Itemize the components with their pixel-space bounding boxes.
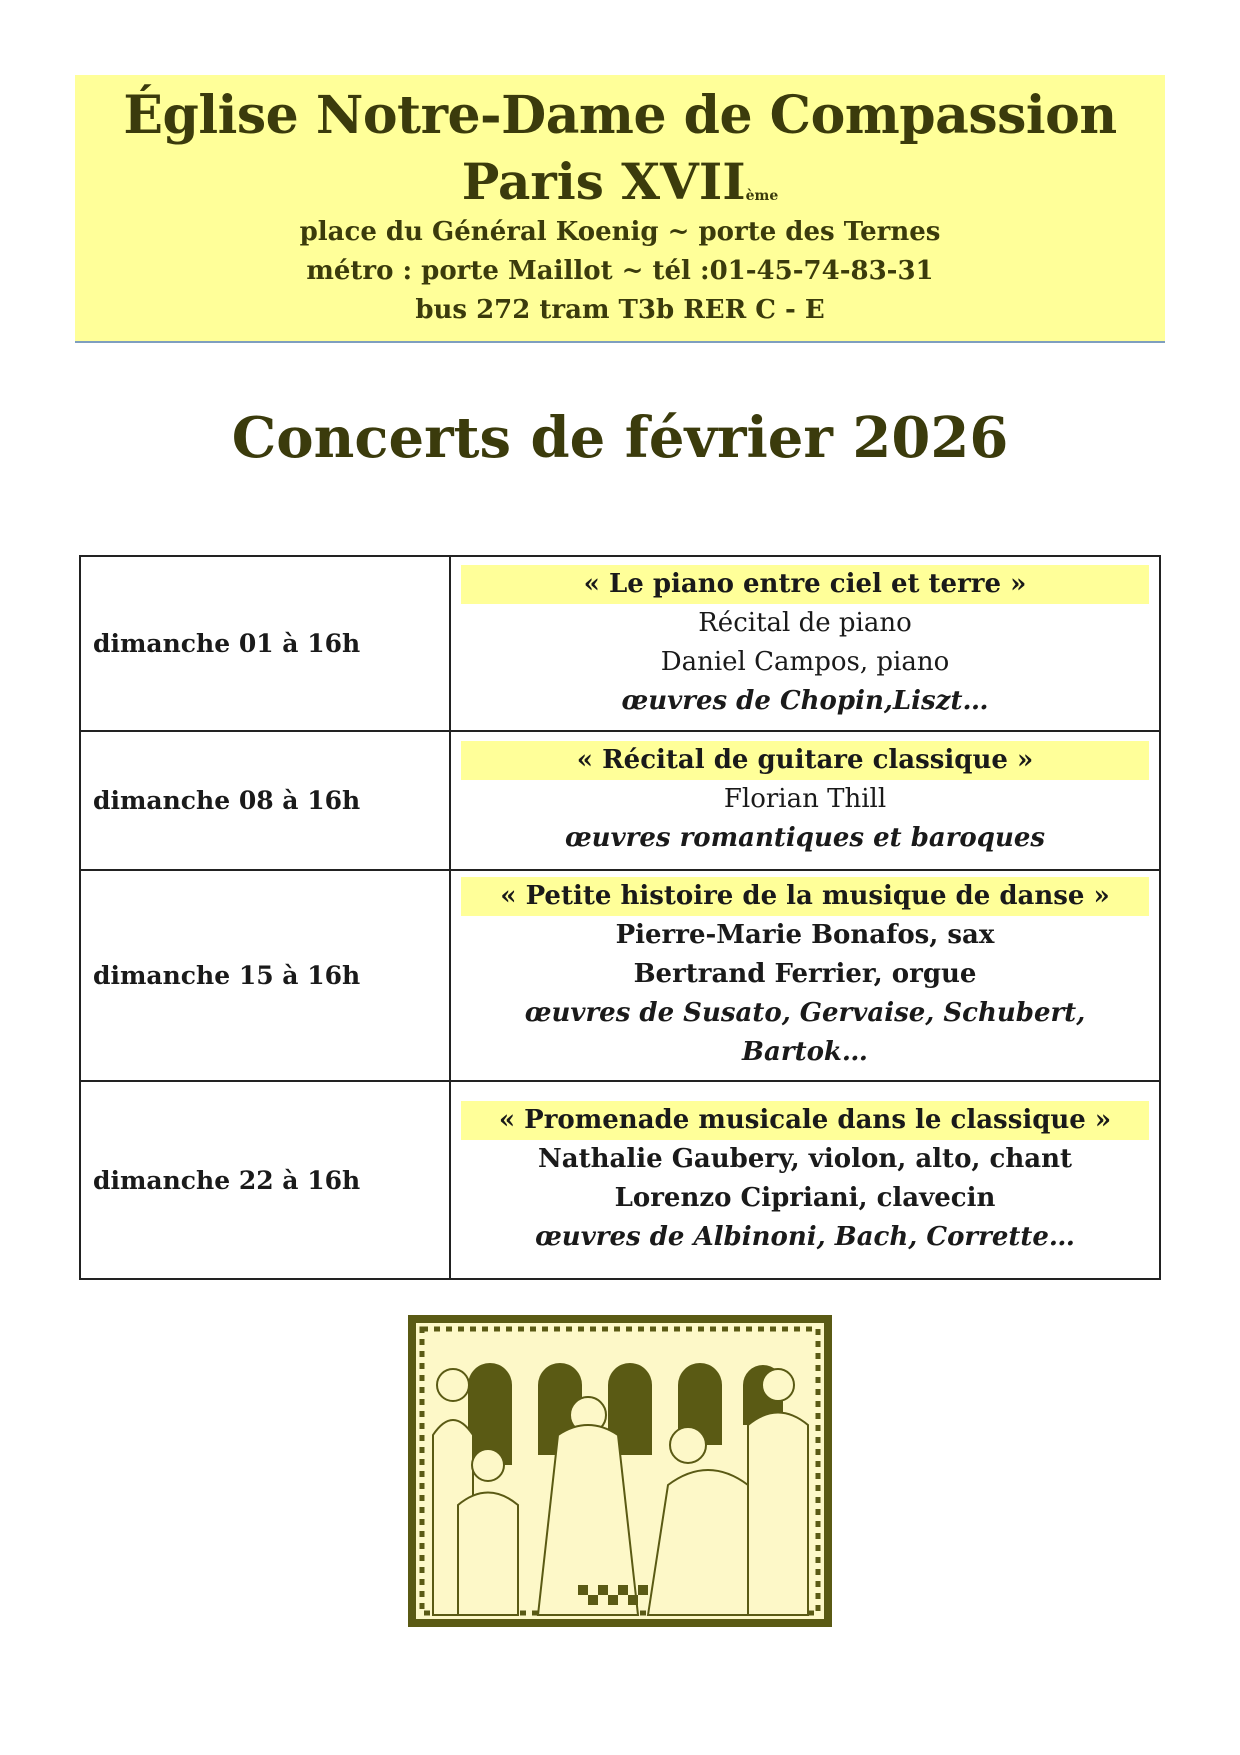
city [75, 151, 1165, 213]
concert-date: dimanche 15 à 16h [80, 870, 450, 1081]
church-header [75, 75, 1165, 343]
concert-info [450, 556, 1160, 731]
concert-line: Bertrand Ferrier, orgue [633, 959, 977, 989]
concert-line: Pierre-Marie Bonafos, sax [615, 920, 995, 950]
concert-info [450, 731, 1160, 870]
concert-date: dimanche 22 à 16h [80, 1081, 450, 1279]
concert-works: œuvres romantiques et baroques [564, 823, 1046, 853]
concert-line: Nathalie Gaubery, violon, alto, chant [537, 1144, 1073, 1174]
concert-title: « Le piano entre ciel et terre » [461, 565, 1149, 604]
transport: bus 272 tram T3b RER C - E [415, 295, 825, 325]
concert-title: « Promenade musicale dans le classique » [461, 1101, 1149, 1140]
metro-phone: métro : porte Maillot ~ tél :01-45-74-83-31 [306, 256, 934, 286]
concert-line: Récital de piano [698, 607, 912, 638]
table-row [80, 870, 1160, 1081]
page-title: Concerts de février 2026 [231, 405, 1009, 471]
concert-info [450, 1081, 1160, 1279]
table-row [80, 556, 1160, 731]
concert-line: Lorenzo Cipriani, clavecin [614, 1183, 996, 1213]
concert-works: œuvres de Albinoni, Bach, Corrette… [535, 1222, 1075, 1252]
address: place du Général Koenig ~ porte des Ternes [299, 217, 941, 247]
table-row [80, 1081, 1160, 1279]
concert-table [79, 555, 1161, 1280]
concert-line: Daniel Campos, piano [660, 646, 950, 677]
table-row [80, 731, 1160, 870]
concert-title: « Récital de guitare classique » [461, 741, 1149, 780]
concert-date: dimanche 08 à 16h [80, 731, 450, 870]
church-name: Église Notre-Dame de Compassion [123, 85, 1117, 146]
engraving-illustration [408, 1315, 832, 1627]
concert-info [450, 870, 1160, 1081]
city-suffix: ème [745, 188, 779, 204]
concert-title: « Petite histoire de la musique de danse » [461, 877, 1149, 916]
concert-works: œuvres de Chopin,Liszt… [621, 685, 989, 716]
concert-line: Florian Thill [723, 784, 887, 814]
city-name: Paris XVII [461, 152, 746, 211]
concert-date: dimanche 01 à 16h [80, 556, 450, 731]
concert-works: œuvres de Susato, Gervaise, Schubert, Bartok… [524, 998, 1086, 1067]
